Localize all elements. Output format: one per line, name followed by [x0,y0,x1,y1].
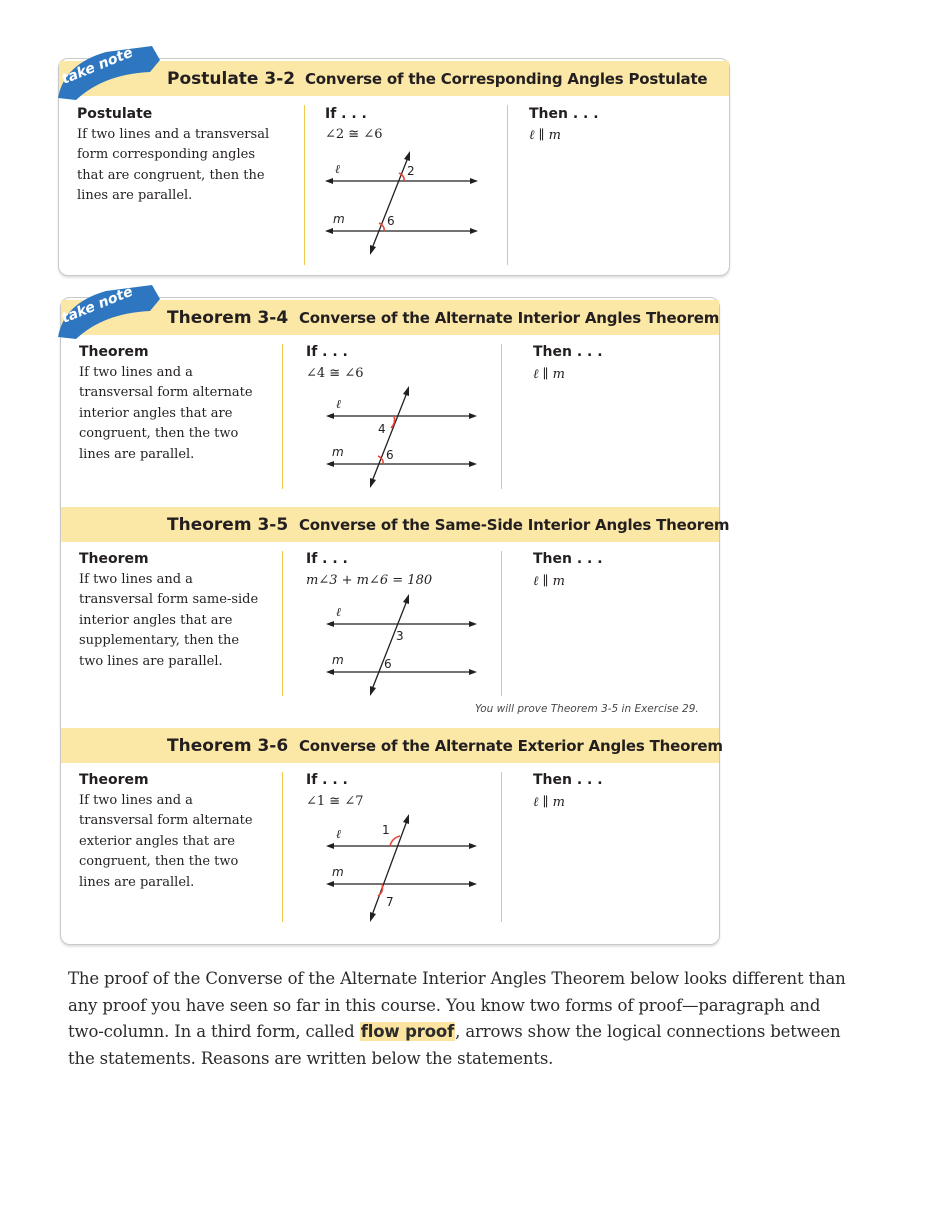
statement-kind: Postulate [77,106,153,122]
then-conclusion: ℓ ∥ m [533,367,566,382]
box-number: Theorem 3-6 [167,735,289,756]
angle-label-a: 4 [378,422,386,436]
box-number: Theorem 3-5 [167,514,289,535]
if-label: If . . . [306,344,348,360]
line-m-label: m [332,445,344,459]
parallel-lines-figure [326,814,486,924]
statement-text: If two lines and a transversal form same-side interior angles that are supplementary, then the two lines are parallel. [79,572,259,669]
take-note-label: take note [59,44,136,88]
box-title: Converse of the Alternate Exterior Angles Theorem [299,736,723,755]
theorem-3-6-header [61,728,723,763]
if-label: If . . . [325,106,367,122]
box-number: Postulate 3-2 [167,68,296,89]
statement-kind: Theorem [79,344,149,360]
box-title: Converse of the Alternate Interior Angles Theorem [299,308,720,327]
if-condition: ∠2 ≅ ∠6 [325,127,383,142]
flow-proof-term: flow proof [360,1022,455,1041]
line-l-label: ℓ [336,605,341,619]
exercise-note: You will prove Theorem 3-5 in Exercise 29. [475,703,699,715]
if-condition: ∠4 ≅ ∠6 [306,366,364,381]
statement-text: If two lines and a transversal form alternate interior angles that are congruent, then the two lines are parallel. [79,365,253,462]
then-conclusion: ℓ ∥ m [533,574,566,589]
then-label: Then . . . [529,106,599,122]
parallel-lines-figure [326,386,486,490]
line-l-label: ℓ [336,827,341,841]
then-label: Then . . . [533,551,603,567]
then-label: Then . . . [533,772,603,788]
theorems-card [60,297,730,945]
line-l-label: ℓ [336,397,341,411]
then-conclusion: ℓ ∥ m [529,128,562,143]
column-divider [501,772,502,922]
if-label: If . . . [306,551,348,567]
angle-label-b: 7 [386,895,394,909]
angle-label-b: 6 [384,657,392,671]
if-condition: ∠1 ≅ ∠7 [306,794,364,809]
statement-kind: Theorem [79,551,149,567]
paragraph-text: The proof of the Converse of the Alternate Interior Angles Theorem below looks different than any proof you have seen so far in this course. You know two forms of proof—paragraph and two-column. In a third form, called [68,969,846,1041]
statement-text: If two lines and a transversal form alternate exterior angles that are congruent, then the two lines are parallel. [79,793,253,890]
if-label: If . . . [306,772,348,788]
line-m-label: m [332,653,344,667]
take-note-label: take note [59,283,136,327]
paragraph-text: , arrows show the logical connections between the statements. Reasons are written below the statements. [68,1022,841,1068]
column-divider [501,344,502,489]
angle-label-b: 6 [387,214,395,228]
column-divider [507,105,508,265]
line-l-label: ℓ [335,162,340,176]
theorem-3-5-header [61,507,730,542]
angle-label-a: 3 [396,629,404,643]
take-note-tag [54,44,164,100]
angle-label-a: 1 [382,823,390,837]
statement-text: If two lines and a transversal form corresponding angles that are congruent, then the lines are parallel. [77,127,270,204]
column-divider [501,551,502,696]
statement-kind: Theorem [79,772,149,788]
column-divider [282,344,283,489]
box-number: Theorem 3-4 [167,307,289,328]
angle-label-b: 6 [386,448,394,462]
box-title: Converse of the Corresponding Angles Postulate [305,69,708,88]
line-m-label: m [332,865,344,879]
parallel-lines-figure [325,151,485,255]
column-divider [304,105,305,265]
line-m-label: m [333,212,345,226]
angle-label-a: 2 [407,164,415,178]
then-conclusion: ℓ ∥ m [533,795,566,810]
then-label: Then . . . [533,344,603,360]
take-note-tag [54,283,164,339]
column-divider [282,772,283,922]
column-divider [282,551,283,696]
box-title: Converse of the Same-Side Interior Angles Theorem [299,515,730,534]
if-condition: m∠3 + m∠6 = 180 [306,573,433,588]
parallel-lines-figure [326,594,486,698]
flow-proof-paragraph [68,966,858,1072]
